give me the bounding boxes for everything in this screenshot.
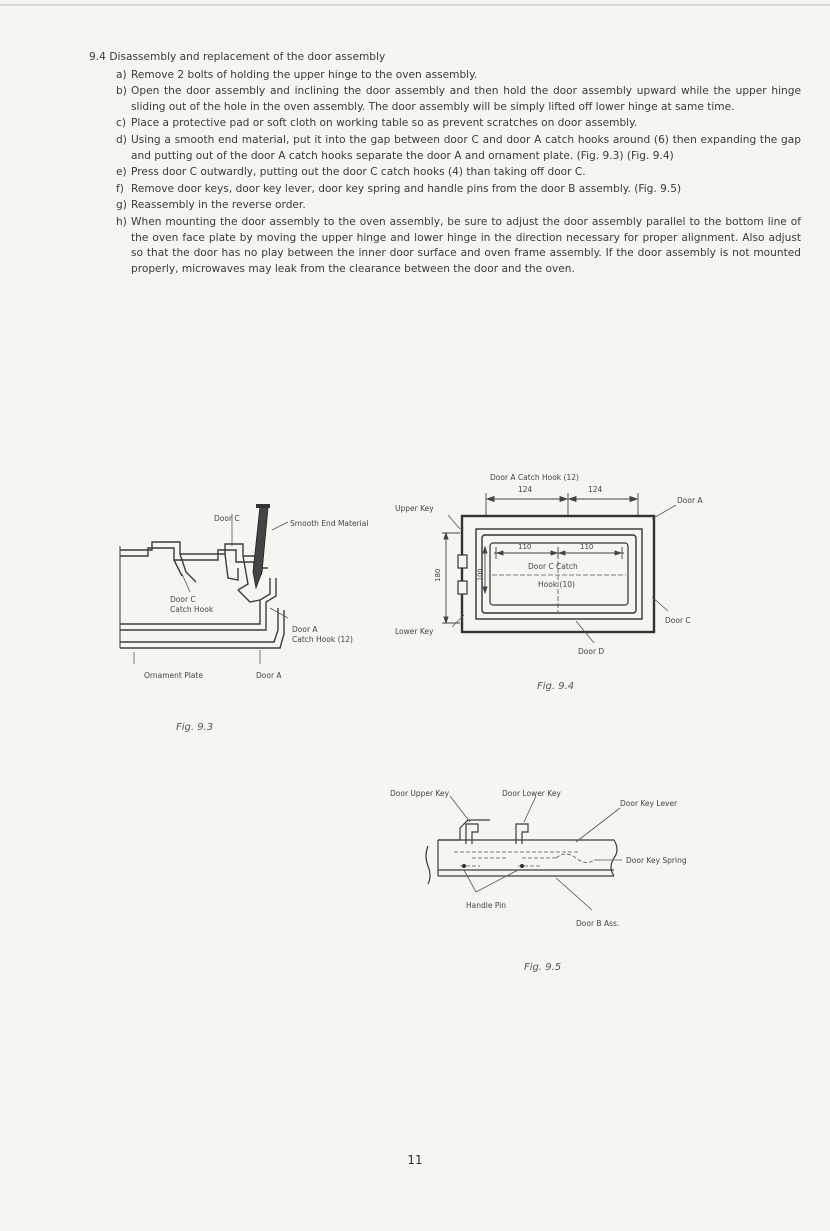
step-item-a [89, 68, 801, 84]
figure-9-3-caption: Fig. 9.3 [176, 722, 214, 733]
step-text: Reassembly in the reverse order. [131, 199, 306, 212]
fig94-dim-100: 100 [476, 568, 484, 581]
page-top-border [0, 4, 830, 6]
step-text: Press door C outwardly, putting out the door C catch hooks (4) than taking off door C. [131, 166, 586, 179]
fig94-dim-180: 180 [434, 568, 442, 582]
fig93-label-door-a: Door A [256, 671, 282, 680]
fig95-label-door-b: Door B Ass. [576, 919, 620, 928]
step-text: Using a smooth end material, put it into the gap between door C and door A catch hooks around (6) then expanding the gap and putting out of the door A catch hooks separate the door A and ornament plate. (Fig. 9.3) (Fig. 9.4) [131, 133, 801, 162]
door-a-outline [462, 516, 654, 632]
fig94-label-door-a: Door A [677, 496, 703, 505]
step-list [89, 68, 801, 278]
step-label: b) [116, 85, 127, 98]
figure-9-5-drawing [380, 780, 730, 940]
fig93-label-door-a-hook-line1: Door A [292, 625, 318, 634]
fig93-label-door-a-hook-line2: Catch Hook (12) [292, 635, 353, 644]
section-number: 9.4 [89, 51, 106, 63]
fig93-label-door-c: Door C [214, 514, 240, 523]
fig95-label-handle-pin: Handle Pin [466, 901, 507, 910]
step-item-f [89, 182, 801, 198]
fig94-label-door-d: Door D [578, 647, 605, 656]
step-label: g) [116, 199, 127, 212]
fig95-label-upper-key: Door Upper Key [390, 789, 450, 798]
fig95-label-spring: Door Key Spring [626, 856, 687, 865]
fig93-label-smooth-end: Smooth End Material [290, 519, 369, 528]
step-label: c) [116, 117, 126, 130]
fig94-label-upper-key: Upper Key [395, 504, 434, 513]
step-item-c [89, 116, 801, 132]
fig95-label-lever: Door Key Lever [620, 799, 678, 808]
handle-pin-right-shape [520, 864, 524, 868]
fig94-label-top: Door A Catch Hook (12) [490, 473, 579, 482]
fig94-label-door-c: Door C [665, 616, 691, 625]
fig94-label-catch-line1: Door C Catch [528, 562, 578, 571]
step-label: a) [116, 68, 127, 81]
figure-9-4 [390, 465, 725, 670]
section-heading [89, 50, 801, 66]
step-item-g [89, 198, 801, 214]
fig93-label-catch-hook-c-line1: Door C [170, 595, 196, 604]
handle-pin-left-shape [462, 864, 466, 868]
step-item-b [89, 84, 801, 115]
page-number: 11 [407, 1153, 423, 1167]
fig94-label-lower-key: Lower Key [395, 627, 434, 636]
step-text: Remove door keys, door key lever, door key spring and handle pins from the door B assembly. (Fig. 9.5) [131, 182, 682, 195]
figure-9-4-drawing [390, 465, 725, 670]
fig94-dim-110-left: 110 [518, 543, 532, 551]
step-item-d [89, 133, 801, 164]
figure-9-3 [110, 498, 410, 698]
instructions-section [89, 50, 801, 278]
step-text: When mounting the door assembly to the oven assembly, be sure to adjust the door assembly parallel to the bottom line of the oven face plate by moving the upper hinge and lower hinge in the direction necessary for proper alignment. Also adjust so that the door has no play between the inner door surface and oven frame assembly. If the door assembly is not mounted properly, microwaves may leak from the clearance between the door and the oven. [131, 215, 801, 275]
fig94-dim-124-right: 124 [588, 485, 603, 494]
step-label: f) [116, 182, 124, 195]
figure-9-3-drawing [110, 498, 410, 698]
fig93-label-catch-hook-c-line2: Catch Hook [170, 605, 214, 614]
fig94-label-catch-line2: Hook (10) [538, 580, 575, 589]
step-label: h) [116, 215, 127, 228]
step-item-e [89, 165, 801, 181]
section-title: Disassembly and replacement of the door assembly [109, 51, 386, 63]
smooth-end-tool-shape [253, 506, 268, 588]
step-text: Remove 2 bolts of holding the upper hinge to the oven assembly. [131, 68, 478, 81]
step-text: Open the door assembly and inclining the door assembly and then hold the door assembly upward while the upper hinge sliding out of the hole in the oven assembly. The door assembly will be simply lifted off lower hinge at same time. [131, 85, 801, 113]
step-text: Place a protective pad or soft cloth on working table so as prevent scratches on door assembly. [131, 117, 638, 130]
figure-9-4-caption: Fig. 9.4 [537, 681, 575, 692]
fig93-label-ornament-plate: Ornament Plate [144, 671, 203, 680]
fig94-dim-124-left: 124 [518, 485, 533, 494]
figure-9-5-caption: Fig. 9.5 [524, 962, 562, 973]
fig95-label-lower-key: Door Lower Key [502, 789, 561, 798]
step-label: e) [116, 166, 127, 179]
figure-9-5 [380, 780, 730, 940]
step-item-h [89, 215, 801, 277]
fig94-dim-110-right: 110 [580, 543, 594, 551]
step-label: d) [116, 133, 127, 146]
